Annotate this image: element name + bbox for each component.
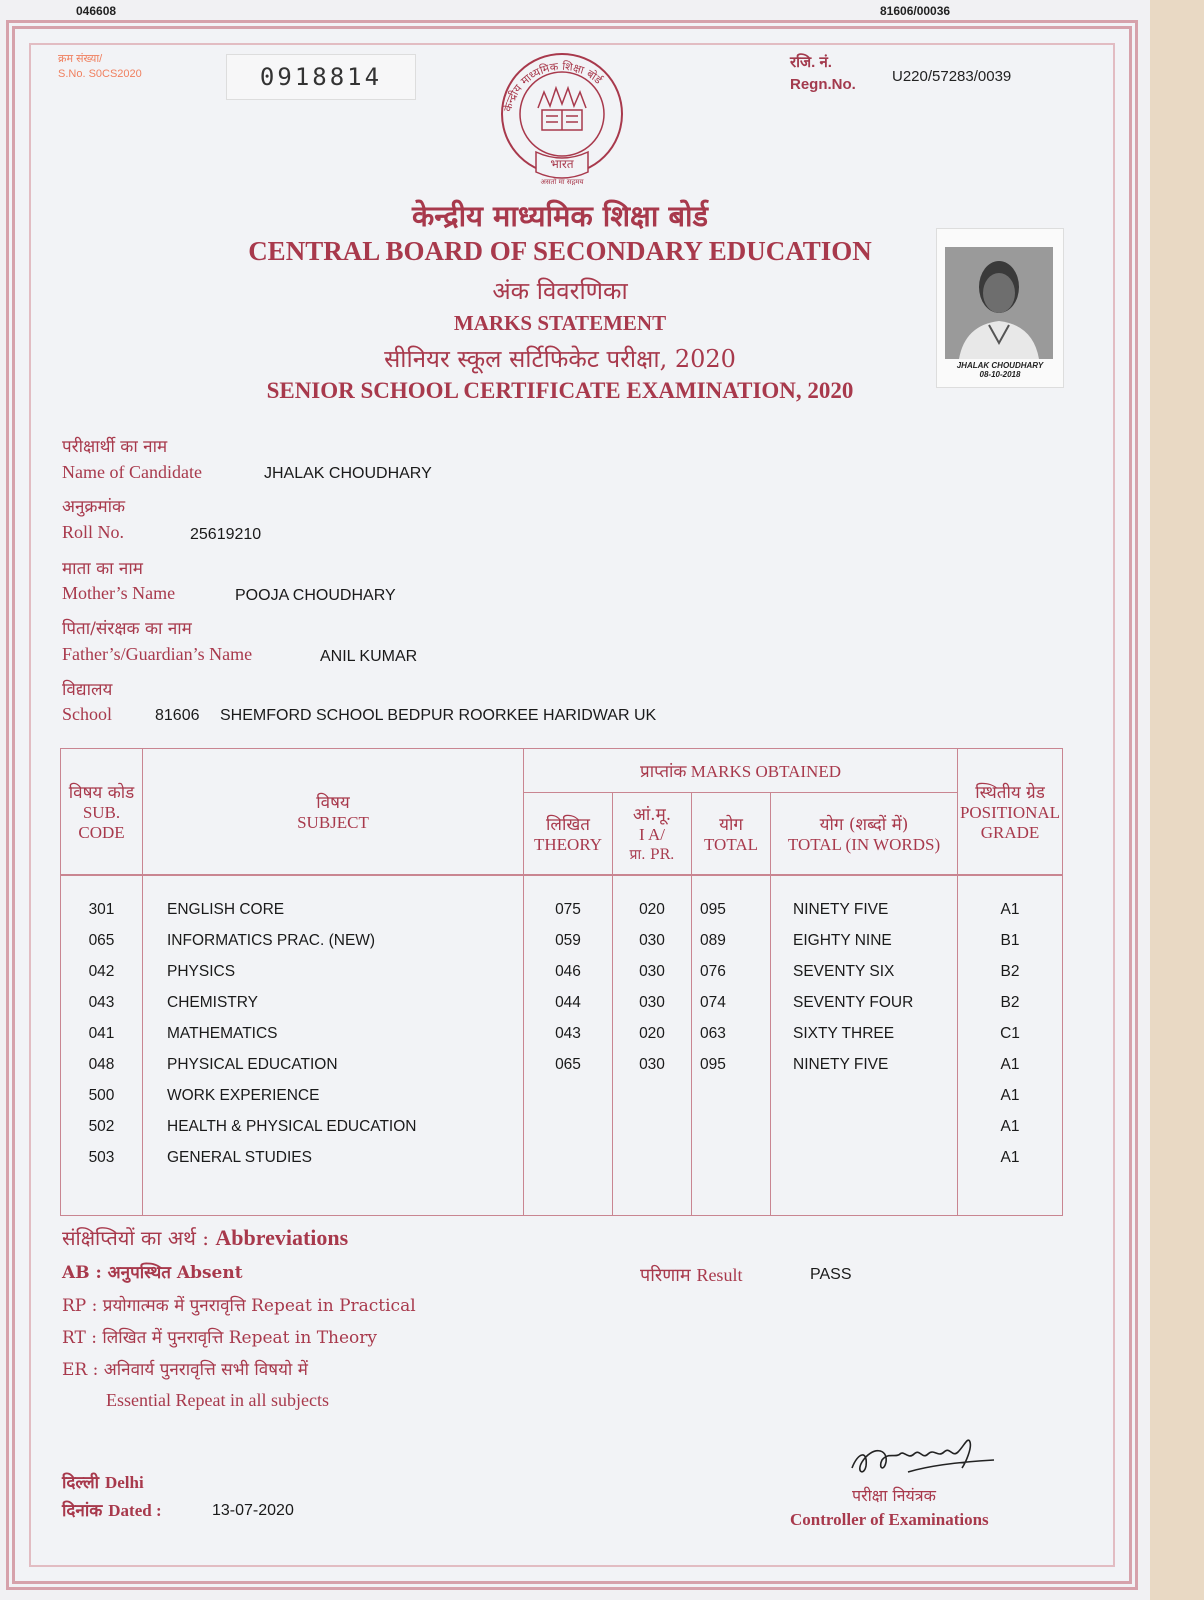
regn-label-en: Regn.No. bbox=[790, 76, 856, 93]
header-grade bbox=[958, 749, 1063, 875]
school-name: SHEMFORD SCHOOL BEDPUR ROORKEE HARIDWAR UK bbox=[220, 707, 657, 724]
subject-code-cell: 301 bbox=[88, 900, 115, 918]
subject-total-cell: 089 bbox=[700, 931, 726, 949]
roll-number: 25619210 bbox=[190, 526, 262, 543]
header-theory-en: THEORY bbox=[534, 834, 602, 854]
mother-label-en: Mother’s Name bbox=[62, 583, 176, 603]
subject-total-cell bbox=[700, 1080, 770, 1111]
subject-code-cell: 043 bbox=[88, 993, 115, 1011]
column-grade bbox=[958, 875, 1063, 1216]
header-subject bbox=[143, 749, 524, 875]
serial-label-hi: क्रम संख्या/ bbox=[58, 53, 103, 65]
mother-label-hi: माता का नाम bbox=[62, 559, 143, 579]
subject-grade-cell: A1 bbox=[1000, 1148, 1020, 1166]
school-label-en: School bbox=[62, 704, 113, 724]
header-ia-en: I A/ bbox=[639, 825, 665, 845]
subject-total-cell: 095 bbox=[700, 900, 726, 918]
subject-grade-cell: A1 bbox=[1000, 900, 1020, 918]
subject-words-cell bbox=[793, 1142, 957, 1173]
top-left-code: 046608 bbox=[76, 4, 117, 18]
subject-total-cell: 063 bbox=[700, 1024, 726, 1042]
subject-words-cell: EIGHTY NINE bbox=[793, 931, 892, 949]
exam-title-hi: सीनियर स्कूल सर्टिफिकेट परीक्षा, 2020 bbox=[384, 345, 736, 373]
photo-image bbox=[945, 247, 1053, 359]
subject-theory-cell: 043 bbox=[555, 1024, 581, 1042]
subject-words-cell: NINETY FIVE bbox=[793, 900, 889, 918]
svg-text:केन्द्रीय माध्यमिक शिक्षा बोर् bbox=[501, 60, 605, 113]
subject-ia-cell: 020 bbox=[639, 900, 665, 918]
header-code-en1: SUB. bbox=[82, 802, 121, 822]
subject-words-cell bbox=[793, 1080, 957, 1111]
emblem-ring-text: केन्द्रीय माध्यमिक शिक्षा बोर्ड bbox=[501, 59, 605, 114]
father-label-en: Father’s/Guardian’s Name bbox=[62, 644, 253, 664]
dated-hi: दिनांक bbox=[62, 1501, 103, 1521]
subject-name-cell: WORK EXPERIENCE bbox=[167, 1086, 320, 1104]
result-value: PASS bbox=[810, 1266, 852, 1283]
result-label bbox=[640, 1263, 742, 1287]
subject-ia-cell: 030 bbox=[639, 993, 665, 1011]
subject-words-cell bbox=[793, 1111, 957, 1142]
subject-theory-cell: 044 bbox=[555, 993, 581, 1011]
controller-signature bbox=[848, 1432, 998, 1482]
header-ia bbox=[613, 793, 692, 875]
subject-code-cell: 500 bbox=[88, 1086, 115, 1104]
subject-name-cell: HEALTH & PHYSICAL EDUCATION bbox=[167, 1117, 417, 1135]
subject-words-cell: SEVENTY FOUR bbox=[793, 993, 914, 1011]
subject-code-cell: 503 bbox=[88, 1148, 115, 1166]
column-total bbox=[692, 875, 771, 1216]
name-label-en: Name of Candidate bbox=[62, 462, 202, 482]
dated-label bbox=[62, 1498, 162, 1521]
roll-label-hi: अनुक्रमांक bbox=[62, 497, 126, 517]
subject-grade-cell: A1 bbox=[1000, 1086, 1020, 1104]
header-theory bbox=[524, 793, 613, 875]
controller-en: Controller of Examinations bbox=[790, 1510, 989, 1529]
candidate-name: JHALAK CHOUDHARY bbox=[264, 465, 432, 482]
subject-code-cell: 065 bbox=[88, 931, 115, 949]
subject-ia-cell: 030 bbox=[639, 1055, 665, 1073]
abbr-ab: AB : अनुपस्थित Absent bbox=[62, 1263, 243, 1283]
subject-name-cell: ENGLISH CORE bbox=[167, 900, 285, 918]
subject-ia-cell bbox=[613, 1142, 691, 1173]
serial-number: 0918814 bbox=[226, 54, 416, 100]
name-label-hi: परीक्षार्थी का नाम bbox=[62, 437, 168, 457]
subject-grade-cell: C1 bbox=[1000, 1024, 1020, 1042]
doc-title-en: MARKS STATEMENT bbox=[453, 311, 667, 335]
abbr-title-hi: संक्षिप्तियों का अर्थ : bbox=[62, 1226, 209, 1250]
subject-grade-cell: A1 bbox=[1000, 1055, 1020, 1073]
regn-label bbox=[790, 52, 856, 96]
header-total-hi: योग bbox=[719, 814, 743, 835]
father-name: ANIL KUMAR bbox=[320, 648, 418, 665]
subject-name-cell: CHEMISTRY bbox=[167, 993, 259, 1011]
subject-total-cell bbox=[700, 1111, 770, 1142]
header-grade-en1: POSITIONAL bbox=[959, 802, 1061, 822]
place bbox=[62, 1470, 144, 1493]
column-subject bbox=[143, 875, 524, 1216]
column-words bbox=[771, 875, 958, 1216]
exam-title-en: SENIOR SCHOOL CERTIFICATE EXAMINATION, 2020 bbox=[266, 378, 854, 403]
subject-theory-cell: 075 bbox=[555, 900, 581, 918]
emblem-scroll-text: भारत bbox=[550, 157, 574, 171]
abbr-title-en: Abbreviations bbox=[215, 1225, 349, 1250]
subject-theory-cell bbox=[524, 1080, 612, 1111]
header-total-en: TOTAL bbox=[703, 834, 759, 854]
abbr-er: ER : अनिवार्य पुनरावृत्ति सभी विषयो में bbox=[62, 1360, 308, 1380]
subject-ia-cell bbox=[613, 1111, 691, 1142]
subject-theory-cell: 059 bbox=[555, 931, 581, 949]
header-words-hi: योग (शब्दों में) bbox=[819, 814, 909, 835]
subject-theory-cell: 065 bbox=[555, 1055, 581, 1073]
subject-ia-cell: 030 bbox=[639, 962, 665, 980]
column-ia bbox=[613, 875, 692, 1216]
regn-label-hi: रजि. नं. bbox=[790, 54, 832, 71]
doc-title-hi: अंक विवरणिका bbox=[492, 277, 628, 305]
subject-code-cell: 041 bbox=[88, 1024, 115, 1042]
abbreviations-title bbox=[62, 1224, 348, 1251]
board-title-hi: केन्द्रीय माध्यमिक शिक्षा बोर्ड bbox=[411, 199, 709, 233]
header-total bbox=[692, 793, 771, 875]
father-label-hi: पिता/संरक्षक का नाम bbox=[62, 619, 192, 639]
top-right-code: 81606/00036 bbox=[880, 4, 951, 18]
regn-number: U220/57283/0039 bbox=[892, 68, 1012, 85]
mother-name: POOJA CHOUDHARY bbox=[235, 587, 396, 604]
subject-grade-cell: A1 bbox=[1000, 1117, 1020, 1135]
board-title-en: CENTRAL BOARD OF SECONDARY EDUCATION bbox=[248, 236, 872, 266]
subject-name-cell: MATHEMATICS bbox=[167, 1024, 278, 1042]
photo-caption bbox=[937, 361, 1063, 379]
serial-label-en: S.No. S0CS2020 bbox=[58, 68, 142, 80]
controller-hi: परीक्षा नियंत्रक bbox=[852, 1486, 936, 1505]
subject-total-cell: 074 bbox=[700, 993, 726, 1011]
result-label-en: Result bbox=[696, 1265, 743, 1285]
header-sub-code bbox=[61, 749, 143, 875]
subject-name-cell: INFORMATICS PRAC. (NEW) bbox=[167, 931, 376, 949]
abbr-rt: RT : लिखित में पुनरावृत्ति Repeat in Theory bbox=[62, 1328, 378, 1348]
result-label-hi: परिणाम bbox=[640, 1265, 691, 1286]
emblem-motto: असतो मा सद्गमय bbox=[540, 178, 584, 186]
header-marks-en: MARKS OBTAINED bbox=[690, 762, 841, 781]
subject-theory-cell bbox=[524, 1111, 612, 1142]
subject-total-cell: 095 bbox=[700, 1055, 726, 1073]
header-marks-obtained bbox=[524, 749, 958, 793]
header-code-hi: विषय कोड bbox=[68, 782, 135, 803]
subject-total-cell: 076 bbox=[700, 962, 726, 980]
subject-words-cell: SEVENTY SIX bbox=[793, 962, 895, 980]
subject-theory-cell bbox=[524, 1142, 612, 1173]
header-grade-hi: स्थितीय ग्रेड bbox=[975, 782, 1045, 803]
column-theory bbox=[524, 875, 613, 1216]
subject-words-cell: SIXTY THREE bbox=[793, 1024, 895, 1042]
photo-name: JHALAK CHOUDHARY bbox=[956, 361, 1044, 370]
candidate-photo bbox=[936, 228, 1064, 388]
header-subject-hi: विषय bbox=[316, 792, 350, 813]
abbr-rp: RP : प्रयोगात्मक में पुनरावृत्ति Repeat in Practical bbox=[62, 1296, 416, 1316]
roll-label-en: Roll No. bbox=[62, 522, 125, 542]
issue-date: 13-07-2020 bbox=[212, 1502, 294, 1519]
column-code bbox=[61, 875, 143, 1216]
subject-code-cell: 042 bbox=[88, 962, 115, 980]
subject-theory-cell: 046 bbox=[555, 962, 581, 980]
subject-grade-cell: B2 bbox=[1000, 993, 1020, 1011]
subject-total-cell bbox=[700, 1142, 770, 1173]
header-grade-en2: GRADE bbox=[980, 822, 1040, 842]
place-hi: दिल्ली bbox=[62, 1473, 100, 1493]
photo-date: 08-10-2018 bbox=[979, 370, 1021, 379]
school-code: 81606 bbox=[155, 707, 200, 724]
subject-ia-cell: 030 bbox=[639, 931, 665, 949]
header-marks-hi: प्राप्तांक bbox=[640, 762, 687, 782]
school-label-hi: विद्यालय bbox=[62, 680, 113, 700]
subject-ia-cell: 020 bbox=[639, 1024, 665, 1042]
header-theory-hi: लिखित bbox=[546, 814, 590, 835]
subject-code-cell: 502 bbox=[88, 1117, 115, 1135]
header-subject-en: SUBJECT bbox=[297, 812, 369, 832]
dated-en: Dated : bbox=[108, 1501, 162, 1520]
header-words-en: TOTAL (IN WORDS) bbox=[787, 834, 941, 854]
subject-code-cell: 048 bbox=[88, 1055, 115, 1073]
cbse-emblem-icon bbox=[488, 48, 636, 196]
serial-label bbox=[58, 52, 142, 82]
subject-name-cell: PHYSICAL EDUCATION bbox=[167, 1055, 338, 1073]
header-code-en2: CODE bbox=[78, 822, 125, 842]
subject-grade-cell: B2 bbox=[1000, 962, 1020, 980]
header-total-words bbox=[771, 793, 958, 875]
abbr-er-en: Essential Repeat in all subjects bbox=[106, 1390, 329, 1410]
subject-grade-cell: B1 bbox=[1000, 931, 1020, 949]
subject-name-cell: GENERAL STUDIES bbox=[167, 1148, 312, 1166]
header-ia-hi: आं.मू. bbox=[632, 805, 672, 826]
marks-table bbox=[60, 748, 1063, 1216]
subject-ia-cell bbox=[613, 1080, 691, 1111]
subject-name-cell: PHYSICS bbox=[167, 962, 236, 980]
header-ia-pr: प्रा. PR. bbox=[629, 847, 675, 864]
place-en: Delhi bbox=[104, 1473, 144, 1492]
subject-words-cell: NINETY FIVE bbox=[793, 1055, 889, 1073]
